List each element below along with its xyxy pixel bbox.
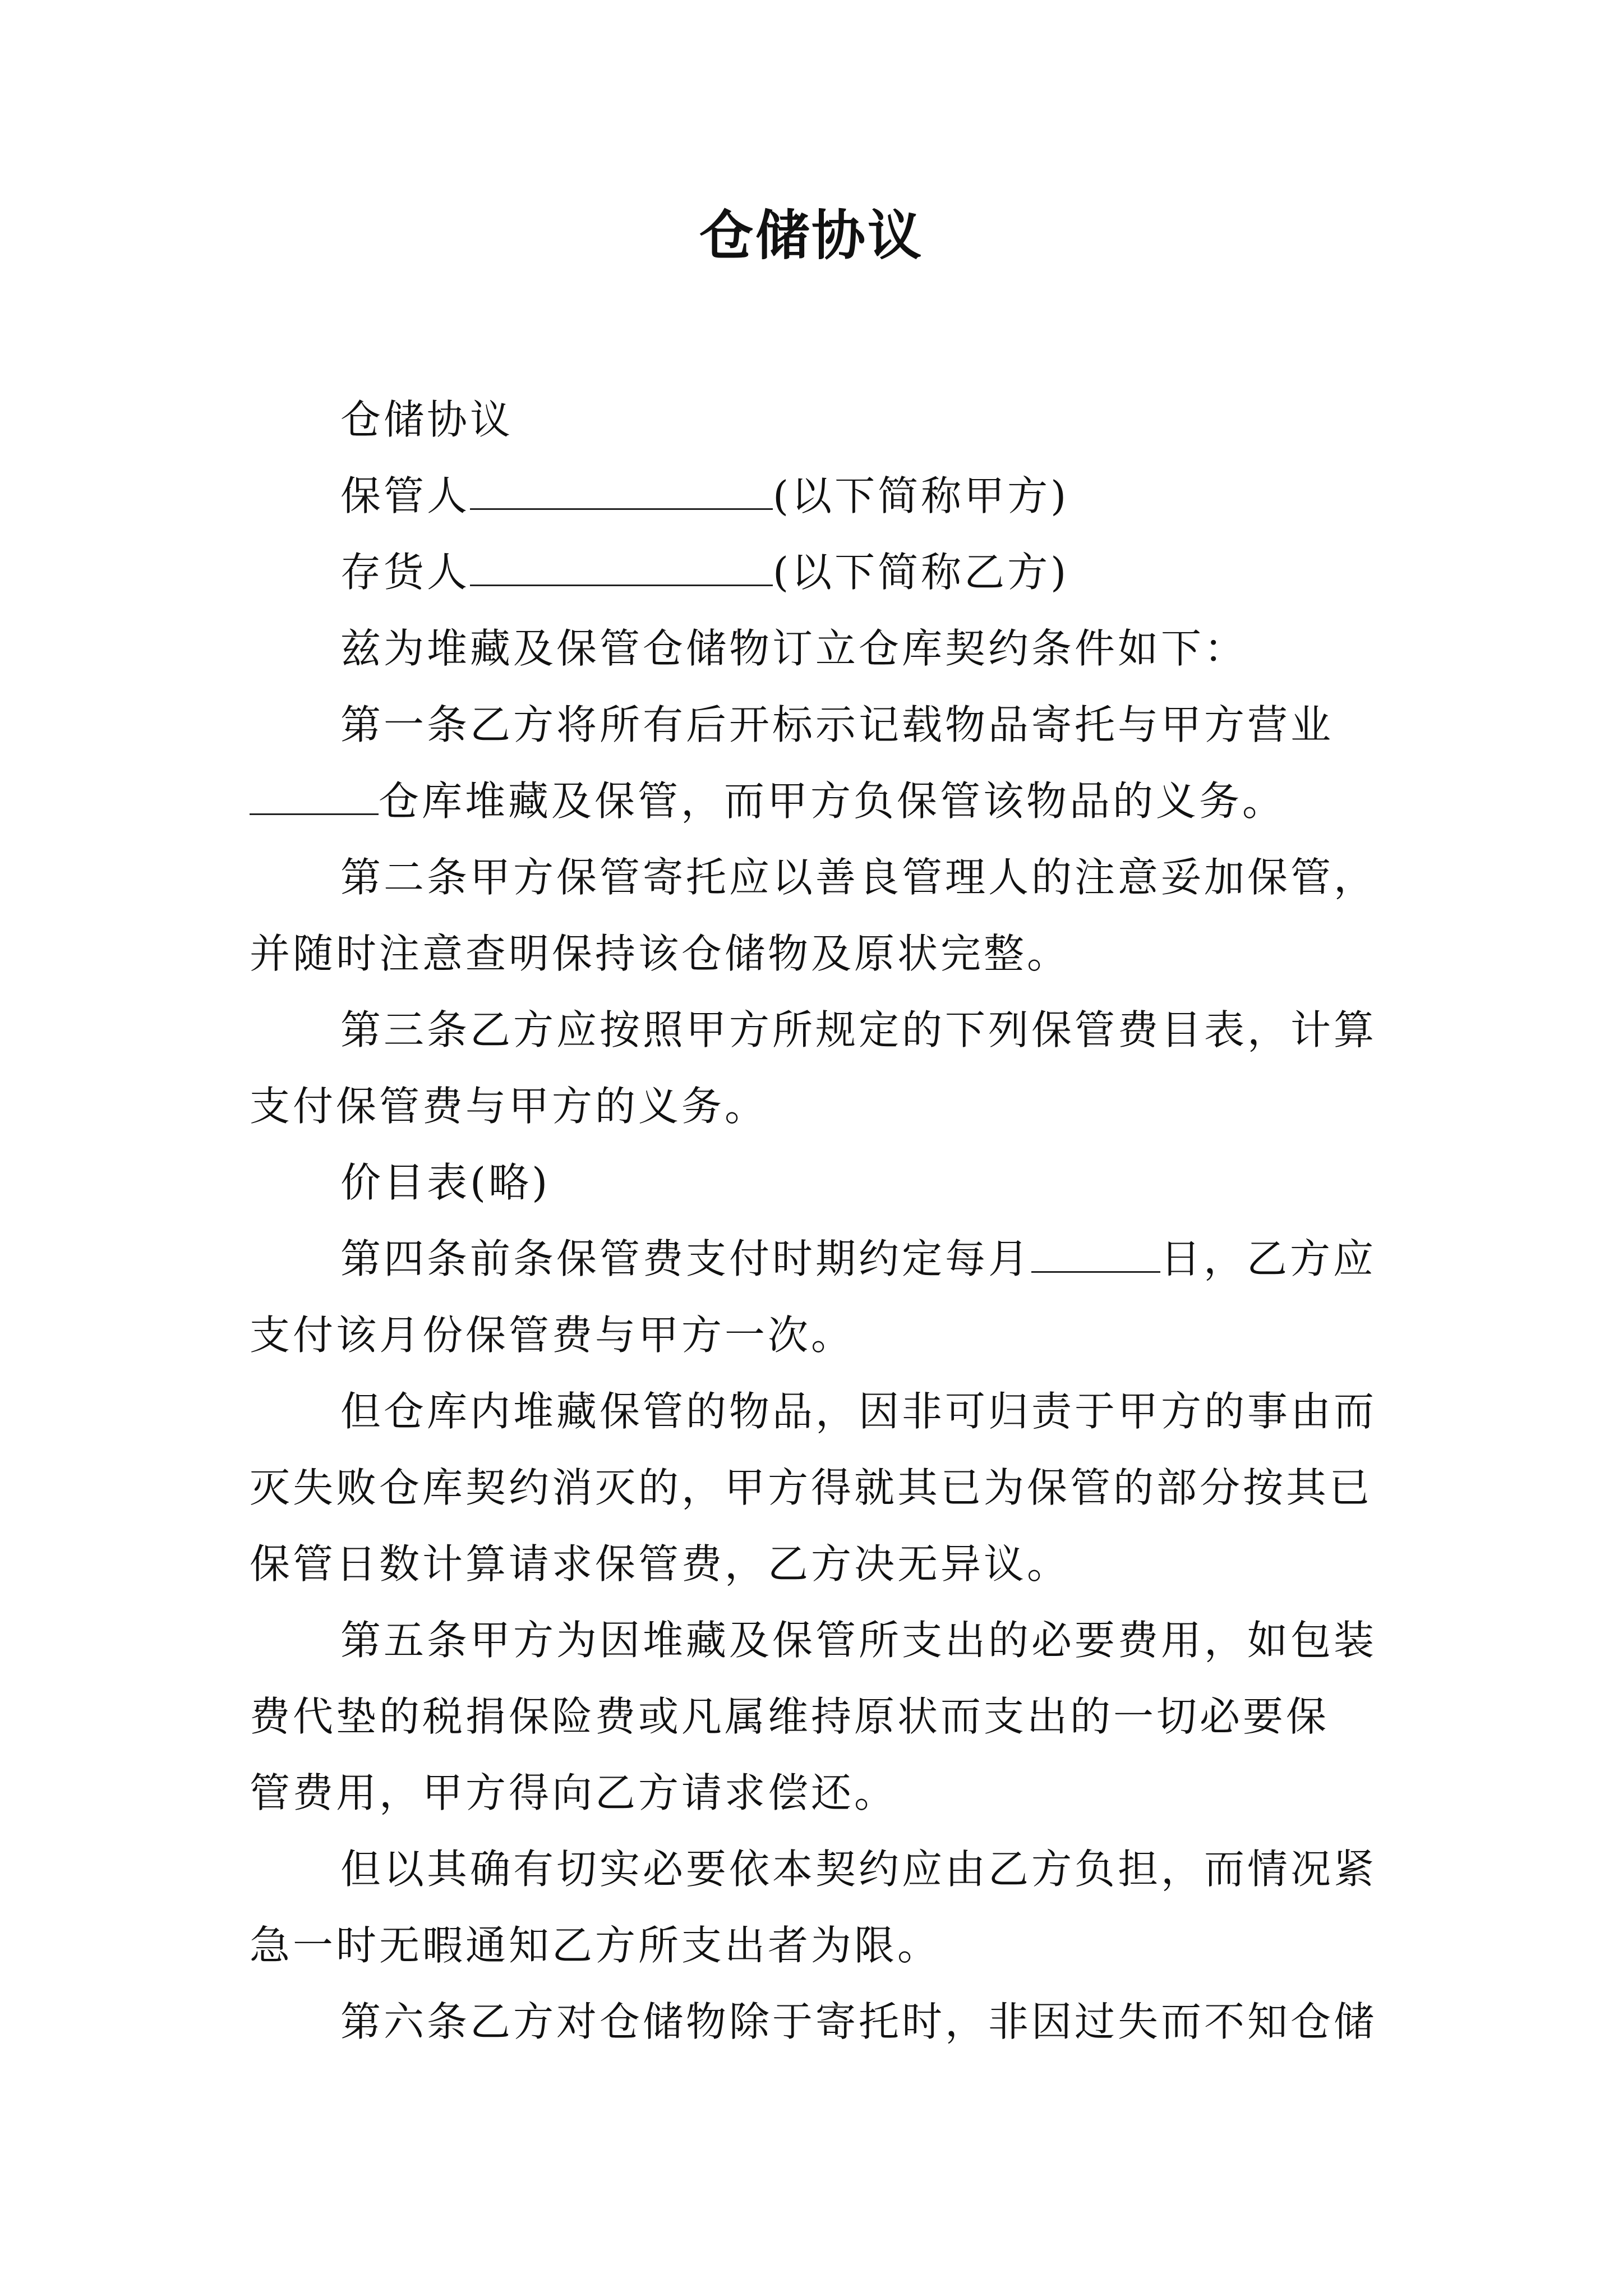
article-3-text-1: 第三条乙方应按照甲方所规定的下列保管费目表，计算	[340, 1006, 1377, 1053]
contract-heading: 仓储协议	[340, 396, 514, 443]
article-5-text-3: 管费用，甲方得向乙方请求偿还。	[250, 1769, 898, 1816]
article-5-text-1: 第五条甲方为因堆藏及保管所支出的必要费用，如包装	[340, 1617, 1377, 1664]
article-2-text-2: 并随时注意查明保持该仓储物及原状完整。	[250, 930, 1071, 977]
article-4b-line-2	[250, 1450, 1385, 1526]
article-4-line-1	[250, 1221, 1385, 1297]
heading-line	[250, 381, 1385, 458]
article-3-text-2: 支付保管费与甲方的义务。	[250, 1083, 768, 1130]
article-2-text-1: 第二条甲方保管寄托应以善良管理人的注意妥加保管，	[340, 854, 1377, 901]
article-1-line-2	[250, 763, 1385, 839]
article-4b-text-3: 保管日数计算请求保管费，乙方决无异议。	[250, 1540, 1071, 1588]
article-5-text-2: 费代垫的税捐保险费或凡属维持原状而支出的一切必要保	[250, 1693, 1330, 1740]
article-3-line-1	[250, 992, 1385, 1068]
article-4-text-2: 支付该月份保管费与甲方一次。	[250, 1312, 855, 1359]
article-4-text-1b: 日，乙方应	[1160, 1235, 1377, 1282]
article-1-text-2: 仓库堆藏及保管，而甲方负保管该物品的义务。	[379, 777, 1286, 825]
article-5b-line-1	[250, 1831, 1385, 1907]
article-5-line-1	[250, 1602, 1385, 1678]
article-2-line-2	[250, 915, 1385, 992]
article-5-line-2	[250, 1678, 1385, 1755]
party-b-label: 存货人	[340, 549, 471, 596]
price-table-line	[250, 1144, 1385, 1221]
price-table-text: 价目表(略)	[340, 1159, 551, 1206]
article-4-blank	[1031, 1239, 1160, 1273]
article-1-text-1: 第一条乙方将所有后开标示记载物品寄托与甲方营业	[340, 701, 1334, 748]
party-b-line	[250, 534, 1385, 610]
article-4b-line-1	[250, 1373, 1385, 1450]
document-title: 仓储协议	[699, 204, 924, 267]
article-5b-text-2: 急一时无暇通知乙方所支出者为限。	[250, 1922, 941, 1969]
intro-text: 兹为堆藏及保管仓储物订立仓库契约条件如下：	[340, 625, 1248, 672]
article-4-line-2	[250, 1297, 1385, 1373]
article-3-line-2	[250, 1068, 1385, 1144]
article-6-text-1: 第六条乙方对仓储物除于寄托时，非因过失而不知仓储	[340, 1998, 1377, 2045]
article-4b-line-3	[250, 1526, 1385, 1602]
party-a-line	[250, 458, 1385, 534]
party-a-label: 保管人	[340, 472, 471, 519]
article-4b-text-1: 但仓库内堆藏保管的物品，因非可归责于甲方的事由而	[340, 1388, 1377, 1435]
party-b-blank	[470, 552, 773, 586]
article-4b-text-2: 灭失败仓库契约消灭的，甲方得就其已为保管的部分按其已	[250, 1464, 1373, 1511]
article-5-line-3	[250, 1755, 1385, 1831]
article-4-text-1a: 第四条前条保管费支付时期约定每月	[340, 1235, 1032, 1282]
party-a-blank	[470, 476, 773, 510]
article-5b-line-2	[250, 1907, 1385, 1984]
document-body	[250, 381, 1385, 2060]
article-1-blank	[250, 781, 379, 815]
party-b-suffix: (以下简称乙方)	[773, 549, 1069, 596]
article-6-line-1	[250, 1984, 1385, 2060]
article-1-line-1	[250, 687, 1385, 763]
article-2-line-1	[250, 839, 1385, 915]
intro-line	[250, 610, 1385, 687]
article-5b-text-1: 但以其确有切实必要依本契约应由乙方负担，而情况紧	[340, 1846, 1377, 1893]
party-a-suffix: (以下简称甲方)	[773, 472, 1069, 519]
